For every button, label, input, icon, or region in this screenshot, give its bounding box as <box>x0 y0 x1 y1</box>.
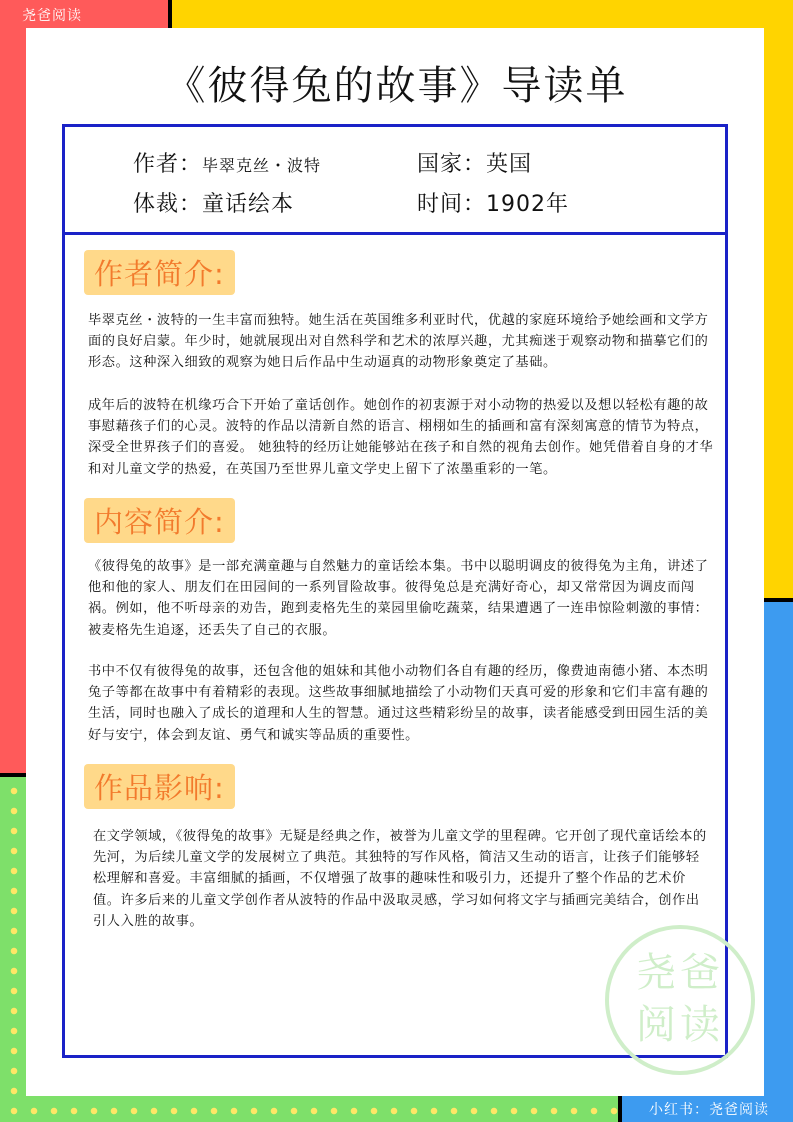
time-value: 1902年 <box>486 192 570 217</box>
country-value: 英国 <box>486 152 533 177</box>
divider-line <box>0 773 26 777</box>
divider-line <box>168 0 172 28</box>
brand-label-bottom: 小红书：尧爸阅读 <box>649 1102 769 1118</box>
watermark-line-2: 阅读 <box>636 1002 724 1048</box>
influence-paragraph-1: 在文学领域，《彼得兔的故事》无疑是经典之作，被誉为儿童文学的里程碑。它开创了现代童话绘本的先河，为后续儿童文学的发展树立了典范。其独特的写作风格，简洁又生动的语言，让孩子们能够轻松理解和喜爱。丰富细腻的插画，不仅增强了故事的趣味性和吸引力，还提升了整个作品的艺术价值。许多后来的儿童文学创作者从波特的作品中汲取灵感，学习如何将文字与插画完美结合，创作出引人入胜的故事。 <box>93 829 707 929</box>
author-info <box>133 147 321 178</box>
country-label: 国家： <box>417 152 487 177</box>
section-heading-content: 内容简介: <box>84 498 235 543</box>
genre-info <box>133 187 294 218</box>
author-value: 毕翠克丝・波特 <box>202 156 322 175</box>
time-info <box>417 187 569 218</box>
genre-label: 体裁： <box>133 192 203 217</box>
content-paragraph-1: 《彼得兔的故事》是一部充满童趣与自然魅力的童话绘本集。书中以聪明调皮的彼得兔为主角，讲述了他和他的家人、朋友们在田园间的一系列冒险故事。彼得兔总是充满好奇心，却又常常因为调皮而闯祸。例如，他不听母亲的劝告，跑到麦格先生的菜园里偷吃蔬菜，结果遭遇了一连串惊险刺激的事情：被麦格先生追逐，还丢失了自己的衣服。 <box>88 559 709 638</box>
divider-line <box>618 1096 622 1122</box>
section-heading-author: 作者简介: <box>84 250 235 295</box>
country-info <box>417 147 532 178</box>
page-title: 《彼得兔的故事》导读单 <box>165 63 628 109</box>
info-box <box>62 124 728 235</box>
content-paragraph-2: 书中不仅有彼得兔的故事，还包含他的姐妹和其他小动物们各自有趣的经历，像费迪南德小猪、本杰明兔子等都在故事中有着精彩的表现。这些故事细腻地描绘了小动物们天真可爱的形象和它们丰富有趣的生活，同时也融入了成长的道理和人生的智慧。通过这些精彩纷呈的故事，读者能感受到田园生活的美好与安宁，体会到友谊、勇气和诚实等品质的重要性。 <box>88 664 709 743</box>
brand-label-top: 尧爸阅读 <box>22 8 82 24</box>
section-heading-influence: 作品影响: <box>84 764 235 809</box>
author-paragraph-1: 毕翠克丝・波特的一生丰富而独特。她生活在英国维多利亚时代，优越的家庭环境给予她绘画和文学方面的良好启蒙。年少时，她就展现出对自然科学和艺术的浓厚兴趣，尤其痴迷于观察动物和描摹它们的形态。这种深入细致的观察为她日后作品中生动逼真的动物形象奠定了基础。 <box>88 313 709 371</box>
author-label: 作者： <box>133 152 203 177</box>
time-label: 时间： <box>417 192 487 217</box>
watermark-line-1: 尧爸 <box>636 950 724 996</box>
genre-value: 童话绘本 <box>202 192 295 217</box>
author-paragraph-2: 成年后的波特在机缘巧合下开始了童话创作。她创作的初衷源于对小动物的热爱以及想以轻松有趣的故事慰藉孩子们的心灵。波特的作品以清新自然的语言、栩栩如生的插画和富有深刻寓意的情节为特点，深受全世界孩子们的喜爱。 她独特的经历让她能够站在孩子和自然的视角去创作。她凭借着自身的才华和对儿童文学的热爱，在英国乃至世界儿童文学史上留下了浓墨重彩的一笔。 <box>88 398 714 477</box>
divider-line <box>764 598 793 602</box>
watermark-stamp <box>605 925 755 1075</box>
